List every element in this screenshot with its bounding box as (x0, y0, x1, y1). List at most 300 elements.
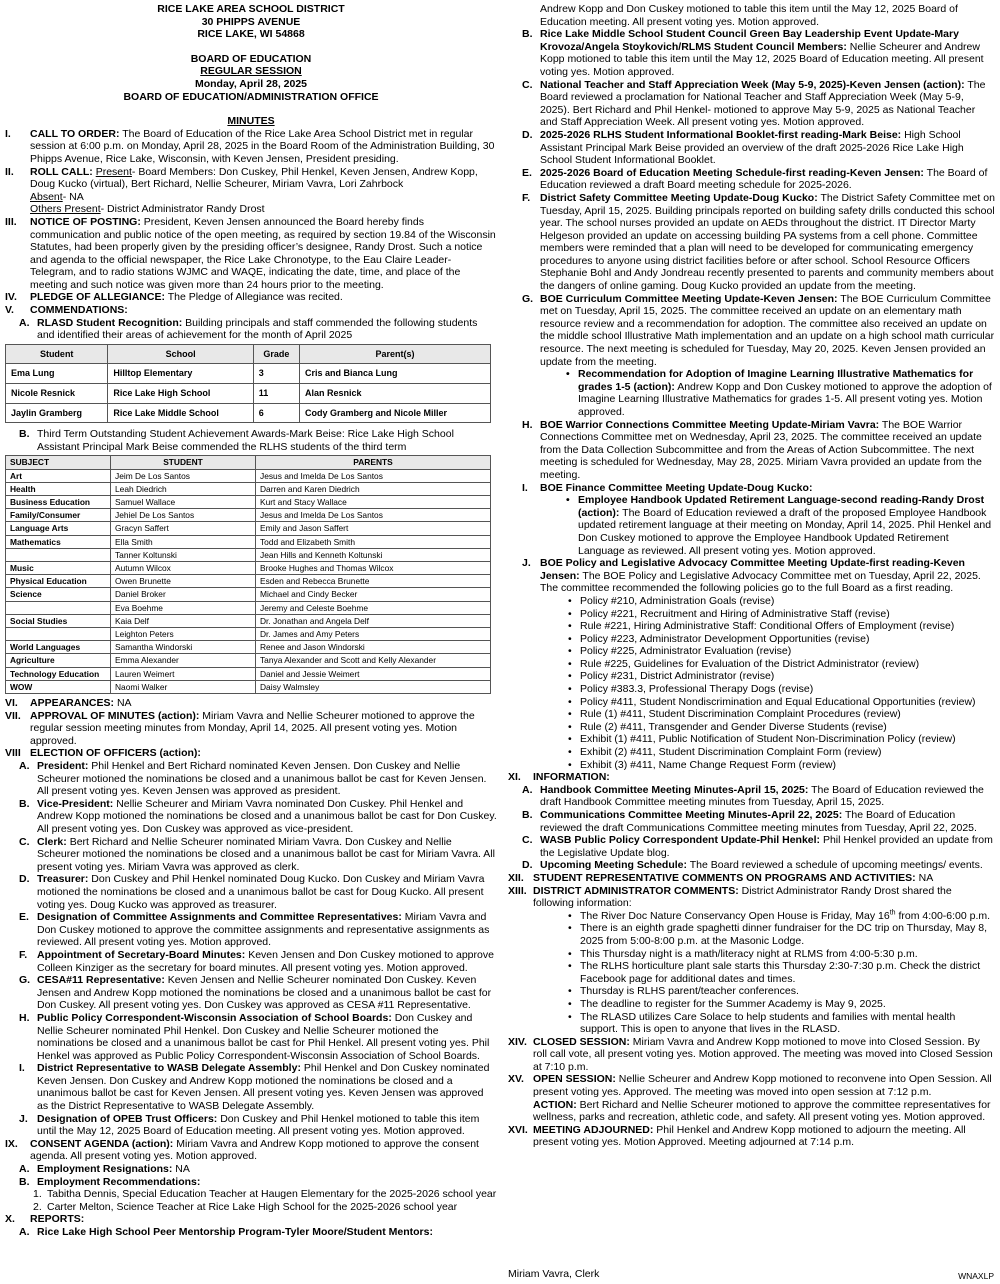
item-letter: B. (19, 1175, 30, 1188)
table-cell: Hilltop Elementary (108, 364, 253, 384)
student-achievement-table (5, 455, 491, 694)
report-item-f (508, 192, 995, 293)
report-item-a-heading (5, 1226, 497, 1239)
bullet-icon: • (568, 985, 572, 998)
bullet-icon: • (568, 960, 572, 973)
table-row (6, 641, 491, 654)
meeting-date: Monday, April 28, 2025 (194, 77, 308, 90)
section-election-of-officers (5, 747, 497, 760)
table-cell: Daisy Walmsley (256, 680, 491, 693)
table-cell: Dr. James and Amy Peters (256, 628, 491, 641)
others-text: - District Administrator Randy Drost (100, 203, 265, 216)
table-cell: Dr. Jonathan and Angela Delf (256, 614, 491, 627)
policy-item (508, 733, 995, 746)
present-text: - Board Members: Don Cuskey, Phil Henkel, Keven Jensen, Andrew Kopp, Doug Kucko (virtual), Bert Richard, Nellie Scheurer, Miriam Vavra, Lori Zahrbock (30, 165, 478, 191)
table-header-row (6, 456, 491, 469)
bullet-icon: • (568, 922, 572, 935)
admin-bullet (508, 922, 995, 947)
table-cell: Jeremy and Celeste Boehme (256, 601, 491, 614)
bullet-icon: • (568, 620, 572, 633)
bullet-text: This Thursday night is a math/literacy night at RLMS from 4:00-5:30 p.m. (580, 947, 918, 960)
table-cell (6, 548, 111, 561)
column-header: STUDENT (111, 456, 256, 469)
section-closed-session (508, 1036, 995, 1074)
item-text: Phil Henkel and Bert Richard nominated Keven Jensen. Don Cuskey and Nellie Scheurer motioned the nominations be closed and a unanimous ballot be cast for Keven Jensen. All present voting yes. Keven Jensen was approved as president. (37, 760, 487, 798)
employment-recommendation (5, 1188, 497, 1201)
item-text: High School Assistant Principal Mark Beise provided an overview of the draft 2025-2026 Rice Lake High School Student Informational Booklet. (540, 128, 964, 167)
finance-bullet (508, 494, 995, 557)
policy-item (508, 683, 995, 696)
meeting-location: BOARD OF EDUCATION/ADMINISTRATION OFFICE (123, 90, 379, 103)
left-column (5, 3, 497, 1283)
item-letter: J. (19, 1112, 28, 1125)
item-letter: A. (522, 783, 533, 796)
table-cell: Nicole Resnick (6, 384, 108, 404)
table-row (6, 588, 491, 601)
column-header: PARENTS (256, 456, 491, 469)
section-text: Miriam Vavra and Andrew Kopp motioned to move into Closed Session. By roll call vote, all present voting yes. Motion approved. The meeting was moved into Closed Session at 7:10 p.m. (533, 1035, 993, 1073)
section-number: II. (5, 165, 14, 178)
section-approval-of-minutes (5, 710, 497, 748)
others-label: Others Present (30, 203, 101, 216)
employment-recommendation (5, 1201, 497, 1214)
admin-bullet (508, 1011, 995, 1036)
policy-item (508, 658, 995, 671)
section-title: PLEDGE OF ALLEGIANCE: (30, 291, 165, 304)
section-number: XVI. (508, 1123, 528, 1136)
section-title: CONSENT AGENDA (action): (30, 1137, 174, 1150)
table-cell: World Languages (6, 641, 111, 654)
policy-text: Exhibit (1) #411, Public Notification of Student Non-Discrimination Policy (review) (580, 733, 956, 746)
report-item-j (508, 557, 995, 595)
policy-text: Rule (1) #411, Student Discrimination Complaint Procedures (review) (580, 708, 901, 721)
section-title: ROLL CALL: (30, 165, 93, 178)
item-text: Keven Jensen and Don Cuskey motioned to approve Colleen Kinziger as the secretary for board minutes. All present voting yes. Motion approved. (37, 948, 494, 974)
section-text: The Board of Education of the Rice Lake Area School District met in regular session at 6:00 p.m. on Monday, April 28, 2025 in the Board Room of the Administration Building, 30 Phipps Avenue, Rice Lake, Wisconsin, with Keven Jensen, President presiding. (30, 127, 495, 165)
table-cell: Tanya Alexander and Scott and Kelly Alexander (256, 654, 491, 667)
section-title: DISTRICT ADMINISTRATOR COMMENTS: (533, 884, 739, 897)
item-title: 2025-2026 RLHS Student Informational Booklet-first reading-Mark Beise: (540, 128, 902, 141)
election-item-b (5, 798, 497, 836)
item-text: Phil Henkel and Don Cuskey nominated Keven Jensen. Don Cuskey and Andrew Kopp motioned the nominations be closed and a unanimous ballot be cast for Keven Jensen. All present voting yes. Keven Jensen was approved as the District Representative to WASB Delegate Assembly. (37, 1062, 490, 1113)
policy-item (508, 633, 995, 646)
table-row (6, 628, 491, 641)
report-item-e (508, 167, 995, 192)
table-row (6, 496, 491, 509)
item-title: President: (37, 760, 89, 773)
table-cell (6, 628, 111, 641)
item-text: The Board reviewed a proclamation for National Teacher and Staff Appreciation Week (May 5-9, 2025). Bert Richard and Phil Henkel- motioned to approve May 5-9, 2025 as National Teacher and Staff Appreciation Week. All present voting yes. Motion approved. (540, 78, 986, 129)
policy-item (508, 696, 995, 709)
item-text: The Board of Education reviewed the draft Communications Committee meeting minutes from Tuesday, April 22, 2025. (540, 809, 977, 834)
item-letter: B. (19, 797, 30, 810)
report-item-i (508, 482, 995, 495)
section-text: NA (116, 697, 132, 710)
bullet-icon: • (566, 368, 570, 381)
table-cell: Language Arts (6, 522, 111, 535)
bullet-icon: • (568, 720, 572, 733)
absent-text: - NA (62, 190, 84, 203)
information-item-b (508, 809, 995, 834)
table-cell: Todd and Elizabeth Smith (256, 535, 491, 548)
table-row (6, 364, 491, 384)
bullet-text: The River Doc Nature Conservancy Open House is Friday, May 16 (580, 909, 890, 922)
item-title: WASB Public Policy Correspondent Update-Phil Henkel: (540, 834, 821, 847)
policy-item (508, 645, 995, 658)
table-cell: Jeim De Los Santos (111, 469, 256, 482)
policy-text: Rule (2) #411, Transgender and Gender Diverse Students (revise) (580, 720, 887, 733)
section-number: XII. (508, 871, 524, 884)
section-information (508, 771, 995, 784)
item-title: Employment Resignations: (37, 1163, 173, 1176)
consent-item-b (5, 1176, 497, 1189)
item-letter: A. (19, 1163, 30, 1176)
section-title: MEETING ADJOURNED: (533, 1123, 654, 1136)
table-cell: Owen Brunette (111, 575, 256, 588)
section-title: ELECTION OF OFFICERS (action): (30, 747, 201, 760)
column-header: SUBJECT (6, 456, 111, 469)
item-text: Andrew Kopp and Don Cuskey motioned to approve the adoption of Imagine Learning Illustrative Mathematics for grades 1-5. All present voting yes. Motion approved. (578, 380, 992, 418)
table-cell: Rice Lake High School (108, 384, 253, 404)
policy-text: Policy #223, Administrator Development Opportunities (revise) (580, 632, 870, 645)
admin-bullet (508, 998, 995, 1011)
section-title: OPEN SESSION: (533, 1073, 616, 1086)
section-title: STUDENT REPRESENTATIVE COMMENTS ON PROGRAMS AND ACTIVITIES: (533, 871, 916, 884)
item-text: The Board of Education reviewed a draft of the proposed Employee Handbook updated retirement language at their meeting on Monday, April 14, 2025. Phil Henkel and Don Cuskey motioned to approve the Employee Handbook Updated Retirement Language as reviewed. All present voting yes. Motion approved. (578, 506, 992, 557)
item-text: Carter Melton, Science Teacher at Rice Lake High School for the 2025-2026 school year (47, 1200, 458, 1213)
item-text: Don Cuskey and Nellie Scheurer nominated Phil Henkel. Don Cuskey and Nellie Scheurer motioned the nominations be closed and a unanimous ballot be cast for Phil Henkel. All present voting yes. Phil Henkel was approved as Public Policy Correspondent-Wisconsin Association of School Boards. (37, 1011, 490, 1062)
table-cell: 11 (253, 384, 299, 404)
district-city: RICE LAKE, WI 54868 (197, 28, 305, 41)
item-letter: G. (19, 974, 31, 987)
admin-bullet (508, 948, 995, 961)
item-text: Nellie Scheurer and Andrew Kopp motioned to table this item until the May 12, 2025 Board of Education meeting. All present voting yes. Motion approved. (540, 40, 984, 78)
item-letter: A. (19, 760, 30, 773)
policy-text: Policy #231, District Administrator (revise) (580, 670, 775, 683)
table-row (6, 469, 491, 482)
bullet-icon: • (568, 947, 572, 960)
policy-item (508, 759, 995, 772)
report-item-b (508, 28, 995, 78)
table-cell: Jesus and Imelda De Los Santos (256, 469, 491, 482)
item-letter: E. (522, 166, 532, 179)
election-item-i (5, 1062, 497, 1112)
table-header-row (6, 344, 491, 364)
item-letter: F. (19, 948, 28, 961)
item-title: District Representative to WASB Delegate Assembly: (37, 1062, 301, 1075)
item-title: BOE Warrior Connections Committee Meeting Update-Miriam Vavra: (540, 418, 880, 431)
table-cell: Jaylin Gramberg (6, 403, 108, 423)
item-title: Designation of Committee Assignments and Committee Representatives: (37, 911, 402, 924)
election-item-j (5, 1113, 497, 1138)
item-title: 2025-2026 Board of Education Meeting Schedule-first reading-Keven Jensen: (540, 166, 924, 179)
table-row (6, 403, 491, 423)
table-cell: Samuel Wallace (111, 496, 256, 509)
section-adjourned (508, 1124, 995, 1149)
item-title: BOE Curriculum Committee Meeting Update-Keven Jensen: (540, 292, 838, 305)
table-cell: Michael and Cindy Becker (256, 588, 491, 601)
section-reports (5, 1213, 497, 1226)
item-letter: C. (19, 835, 30, 848)
item-title: Recommendation for Adoption of Imagine Learning Illustrative Mathematics for grades 1-5 (action): (578, 368, 974, 393)
bullet-icon: • (568, 645, 572, 658)
policy-text: Exhibit (3) #411, Name Change Request Form (review) (580, 758, 836, 771)
consent-item-a (5, 1163, 497, 1176)
table-row (6, 680, 491, 693)
item-letter: A. (19, 1226, 30, 1238)
section-appearances (5, 697, 497, 710)
policy-item (508, 620, 995, 633)
table-cell: Technology Education (6, 667, 111, 680)
policy-item (508, 670, 995, 683)
action-label: ACTION: (533, 1098, 577, 1111)
section-number: VI. (5, 697, 18, 710)
item-text: Don Cuskey and Phil Henkel nominated Doug Kucko. Don Cuskey and Miriam Vavra motioned the nominations be closed and a unanimous ballot be cast for Doug Kucko. All present voting yes. Doug Kucko was approved as treasurer. (37, 873, 485, 911)
section-number: XV. (508, 1073, 524, 1086)
admin-bullet (508, 960, 995, 985)
commendation-a (5, 317, 497, 342)
item-letter: B. (522, 809, 533, 821)
table-cell: Physical Education (6, 575, 111, 588)
publication-code: WNAXLP (958, 1271, 994, 1281)
section-title: APPEARANCES: (30, 697, 115, 710)
information-item-c (508, 834, 995, 859)
item-title: Handbook Committee Meeting Minutes-April 15, 2025: (540, 783, 809, 796)
bullet-icon: • (568, 695, 572, 708)
report-item-a-text: Andrew Kopp and Don Cuskey motioned to table this item until the May 12, 2025 Board of Education meeting. All present voting yes. Motion approved. (540, 3, 958, 28)
item-letter: C. (522, 78, 533, 91)
bullet-text: The deadline to register for the Summer Academy is May 9, 2025. (580, 997, 886, 1010)
bullet-icon: • (566, 494, 570, 507)
table-cell: 6 (253, 403, 299, 423)
table-cell: WOW (6, 680, 111, 693)
table-cell: Rice Lake Middle School (108, 403, 253, 423)
item-text: Building principals and staff commended the following students and identified their areas of achievement for the month of April 2025 (37, 316, 478, 342)
bullet-icon: • (568, 594, 572, 607)
table-cell: Renee and Jason Windorski (256, 641, 491, 654)
item-text: The BOE Warrior Connections Committee met on Wednesday, April 23, 2025. The committee received an update from the Data Collection Subcommittee and from the Areas of Action Subcommittee. The next meeting is scheduled for Wednesday, May 28, 2025. Miriam Vavra provided an update from the meeting. (540, 418, 982, 481)
table-row (6, 548, 491, 561)
section-text: Miriam Vavra and Nellie Scheurer motioned to approve the regular session meeting minutes from Monday, April 14, 2025. All present voting yes. Motion approved. (30, 709, 475, 747)
bullet-icon: • (568, 683, 572, 696)
section-text: Miriam Vavra and Andrew Kopp motioned to approve the consent agenda. All present voting yes. Motion approved. (30, 1137, 479, 1163)
table-cell: Ema Lung (6, 364, 108, 384)
bullet-icon: • (568, 997, 572, 1010)
section-text: NA (918, 871, 934, 884)
clerk-signature: Miriam Vavra, Clerk (508, 1268, 600, 1280)
table-cell: Leighton Peters (111, 628, 256, 641)
item-title: Appointment of Secretary-Board Minutes: (37, 948, 246, 961)
item-title: Employment Recommendations: (37, 1175, 201, 1188)
table-cell: Jean Hills and Kenneth Koltunski (256, 548, 491, 561)
item-text: Nellie Scheurer and Miriam Vavra nominated Don Cuskey. Phil Henkel and Andrew Kopp motioned the nominations be closed and a unanimous ballot be cast for Don Cuskey. All present voting yes. Don Cuskey was approved as vice-president. (37, 797, 497, 835)
item-letter: B. (19, 428, 30, 441)
bullet-icon: • (568, 758, 572, 771)
section-roll-call (5, 166, 497, 216)
bullet-text: from 4:00-6:00 p.m. (895, 909, 991, 922)
section-title: CALL TO ORDER: (30, 127, 120, 140)
ordinal-suffix: th (889, 909, 896, 917)
item-number: 1. (33, 1188, 42, 1201)
curriculum-bullet (508, 368, 995, 418)
item-letter: G. (522, 292, 534, 305)
item-title: Clerk: (37, 835, 67, 848)
column-header: Grade (253, 344, 299, 364)
section-number: X. (5, 1213, 15, 1226)
table-cell: Art (6, 469, 111, 482)
bullet-icon: • (568, 746, 572, 759)
item-title: Vice-President: (37, 797, 114, 810)
commendation-b (5, 428, 497, 453)
election-item-f (5, 949, 497, 974)
section-number: VII. (5, 709, 21, 722)
section-number: XIII. (508, 884, 527, 897)
district-name: RICE LAKE AREA SCHOOL DISTRICT (157, 3, 345, 15)
report-item-g (508, 293, 995, 369)
bullet-text: The RLHS horticulture plant sale starts this Thursday 2:30-7:30 p.m. Check the district Facebook page for additional dates and times. (580, 960, 981, 985)
minutes-heading: MINUTES (227, 115, 275, 128)
table-cell: Emily and Jason Saffert (256, 522, 491, 535)
table-cell (6, 601, 111, 614)
policy-text: Rule #225, Guidelines for Evaluation of the District Administrator (review) (580, 657, 920, 670)
policy-item (508, 608, 995, 621)
board-title: BOARD OF EDUCATION (190, 52, 312, 65)
item-title: Public Policy Correspondent-Wisconsin Association of School Boards: (37, 1011, 392, 1024)
section-consent-agenda (5, 1138, 497, 1163)
bullet-text: Thursday is RLHS parent/teacher conferences. (580, 985, 799, 998)
section-call-to-order (5, 128, 497, 166)
item-title: Rice Lake Middle School Student Council Green Bay Leadership Event Update-Mary Krovoza/Angela Stoykovich/RLMS Student Council Members: (540, 28, 959, 53)
bullet-icon: • (568, 657, 572, 670)
table-row (6, 654, 491, 667)
item-letter: F. (522, 191, 531, 204)
item-letter: C. (522, 834, 533, 847)
section-text: Nellie Scheurer and Andrew Kopp motioned to reconvene into Open Session. All present voting yes. Approved. The meeting was moved into open session at 7:12 p.m. (533, 1073, 992, 1099)
table-cell: Kaia Delf (111, 614, 256, 627)
table-cell: Jesus and Imelda De Los Santos (256, 509, 491, 522)
item-text: Phil Henkel provided an update from the Legislative Update blog. (540, 834, 993, 859)
item-text: The Board reviewed a schedule of upcoming meetings/ events. (689, 859, 983, 872)
table-cell: Autumn Wilcox (111, 562, 256, 575)
table-cell: Alan Resnick (299, 384, 490, 404)
absent-label: Absent (30, 190, 63, 203)
item-text: The District Safety Committee met on Tuesday, April 15, 2025. Building principals reported on building safety drills conducted this school year. The school nurses provided an update on AEDs throughout the district. IT Director Marty Helgeson provided an update on accessing building PA systems from a cell phone. Committee members were reminded that a plan will need to be developed for communicating emergency procedures to anyone using district facilities before or after school. School Resource Officers Stephanie Bohl and Andy Jondreau recently presented to parents and community members about the dangers of online gaming. Doug Kucko provided an update from the meeting. (540, 191, 995, 293)
table-cell: Agriculture (6, 654, 111, 667)
right-column (508, 3, 995, 1283)
table-row (6, 535, 491, 548)
section-administrator-comments (508, 885, 995, 910)
section-title: NOTICE OF POSTING: (30, 215, 141, 228)
section-number: XI. (508, 771, 521, 784)
section-number: XIV. (508, 1035, 527, 1048)
item-title: National Teacher and Staff Appreciation Week (May 5-9, 2025)-Keven Jensen (action): (540, 78, 965, 91)
admin-bullet (508, 985, 995, 998)
section-commendations (5, 304, 497, 317)
item-text: Third Term Outstanding Student Achievement Awards-Mark Beise: Rice Lake High School Assistant Principal Mark Beise commended the RLHS students of the third term (37, 428, 454, 453)
item-title: CESA#11 Representative: (37, 974, 165, 987)
section-number: VIII (5, 747, 21, 760)
section-number: IV. (5, 291, 17, 304)
table-cell: Cris and Bianca Lung (299, 364, 490, 384)
section-text: The Pledge of Allegiance was recited. (167, 291, 343, 304)
policy-text: Policy #225, Administrator Evaluation (revise) (580, 645, 792, 658)
bullet-icon: • (568, 1010, 572, 1023)
election-item-h (5, 1012, 497, 1062)
table-cell: 3 (253, 364, 299, 384)
item-letter: A. (19, 316, 30, 329)
section-text: District Administrator Randy Drost shared the following information: (533, 884, 952, 910)
table-cell: Jehiel De Los Santos (111, 509, 256, 522)
item-number: 2. (33, 1200, 42, 1213)
district-address: 30 PHIPPS AVENUE (201, 15, 301, 28)
item-title: Upcoming Meeting Schedule: (540, 859, 688, 872)
section-pledge (5, 291, 497, 304)
section-title: APPROVAL OF MINUTES (action): (30, 709, 200, 722)
item-title: Employee Handbook Updated Retirement Language-second reading-Randy Drost (action): (578, 494, 985, 519)
item-title: Treasurer: (37, 873, 89, 886)
item-letter: D. (522, 128, 533, 141)
table-cell: Ella Smith (111, 535, 256, 548)
item-text: The Board of Education reviewed the draft Handbook Committee meeting minutes from Tuesday, April 15, 2025. (540, 783, 984, 809)
section-open-session (508, 1073, 995, 1123)
section-number: I. (5, 127, 11, 140)
column-header: Parent(s) (299, 344, 490, 364)
item-text: Keven Jensen and Nellie Scheurer nominated Don Cuskey. Keven Jensen and Andrew Kopp motioned the nominations be closed and a unanimous ballot be cast for Don Cuskey. All present voting yes. Don Cuskey was approved as CESA #11 Representative. (37, 974, 492, 1012)
table-cell: Naomi Walker (111, 680, 256, 693)
section-number: V. (5, 304, 14, 317)
table-cell: Leah Diedrich (111, 482, 256, 495)
item-letter: D. (19, 873, 30, 886)
table-cell: Eva Boehme (111, 601, 256, 614)
report-item-d (508, 129, 995, 167)
section-notice-of-posting (5, 216, 497, 292)
policy-text: Policy #383.3, Professional Therapy Dogs (revise) (580, 683, 814, 696)
item-letter: H. (522, 418, 533, 431)
table-row (6, 667, 491, 680)
item-letter: D. (522, 859, 533, 872)
bullet-icon: • (568, 733, 572, 746)
table-cell: Kurt and Stacy Wallace (256, 496, 491, 509)
election-item-g (5, 974, 497, 1012)
item-text: The Board of Education reviewed a draft Board meeting schedule for 2025-2026. (540, 166, 988, 192)
item-letter: J. (522, 557, 531, 570)
bullet-text: The RLASD utilizes Care Solace to help students and families with mental health support. This is open to anyone that lives in the RLASD. (580, 1010, 956, 1036)
table-row (6, 562, 491, 575)
action-text: Bert Richard and Nellie Scheurer motioned to approve the committee representatives for wellness, parks and recreation, athletic code, and safety. All present voting yes. Motion approved. (533, 1098, 991, 1124)
table-row (6, 482, 491, 495)
item-letter: E. (19, 911, 29, 924)
table-cell: Daniel Broker (111, 588, 256, 601)
item-letter: I. (522, 481, 528, 494)
item-text: Miriam Vavra and Don Cuskey motioned to approve the committee assignments and representative assignments as reviewed. All present voting yes. Motion approved. (37, 911, 490, 949)
table-cell: Social Studies (6, 614, 111, 627)
table-cell: Emma Alexander (111, 654, 256, 667)
item-title: Communications Committee Meeting Minutes-April 22, 2025: (540, 809, 843, 821)
report-item-h (508, 419, 995, 482)
item-title: BOE Policy and Legislative Advocacy Committee Meeting Update-first reading-Keven Jensen: (540, 557, 965, 582)
policy-text: Policy #411, Student Nondiscrimination and Equal Educational Opportunities (review) (580, 695, 976, 708)
election-item-d (5, 873, 497, 911)
table-row (6, 575, 491, 588)
item-title: BOE Finance Committee Meeting Update-Doug Kucko: (540, 481, 813, 494)
policy-item (508, 721, 995, 734)
table-row (6, 384, 491, 404)
column-header: Student (6, 344, 108, 364)
section-student-representative (508, 872, 995, 885)
policy-text: Rule #221, Hiring Administrative Staff: Conditional Offers of Employment (revise) (580, 620, 955, 633)
bullet-icon: • (568, 607, 572, 620)
item-text: NA (175, 1163, 190, 1176)
